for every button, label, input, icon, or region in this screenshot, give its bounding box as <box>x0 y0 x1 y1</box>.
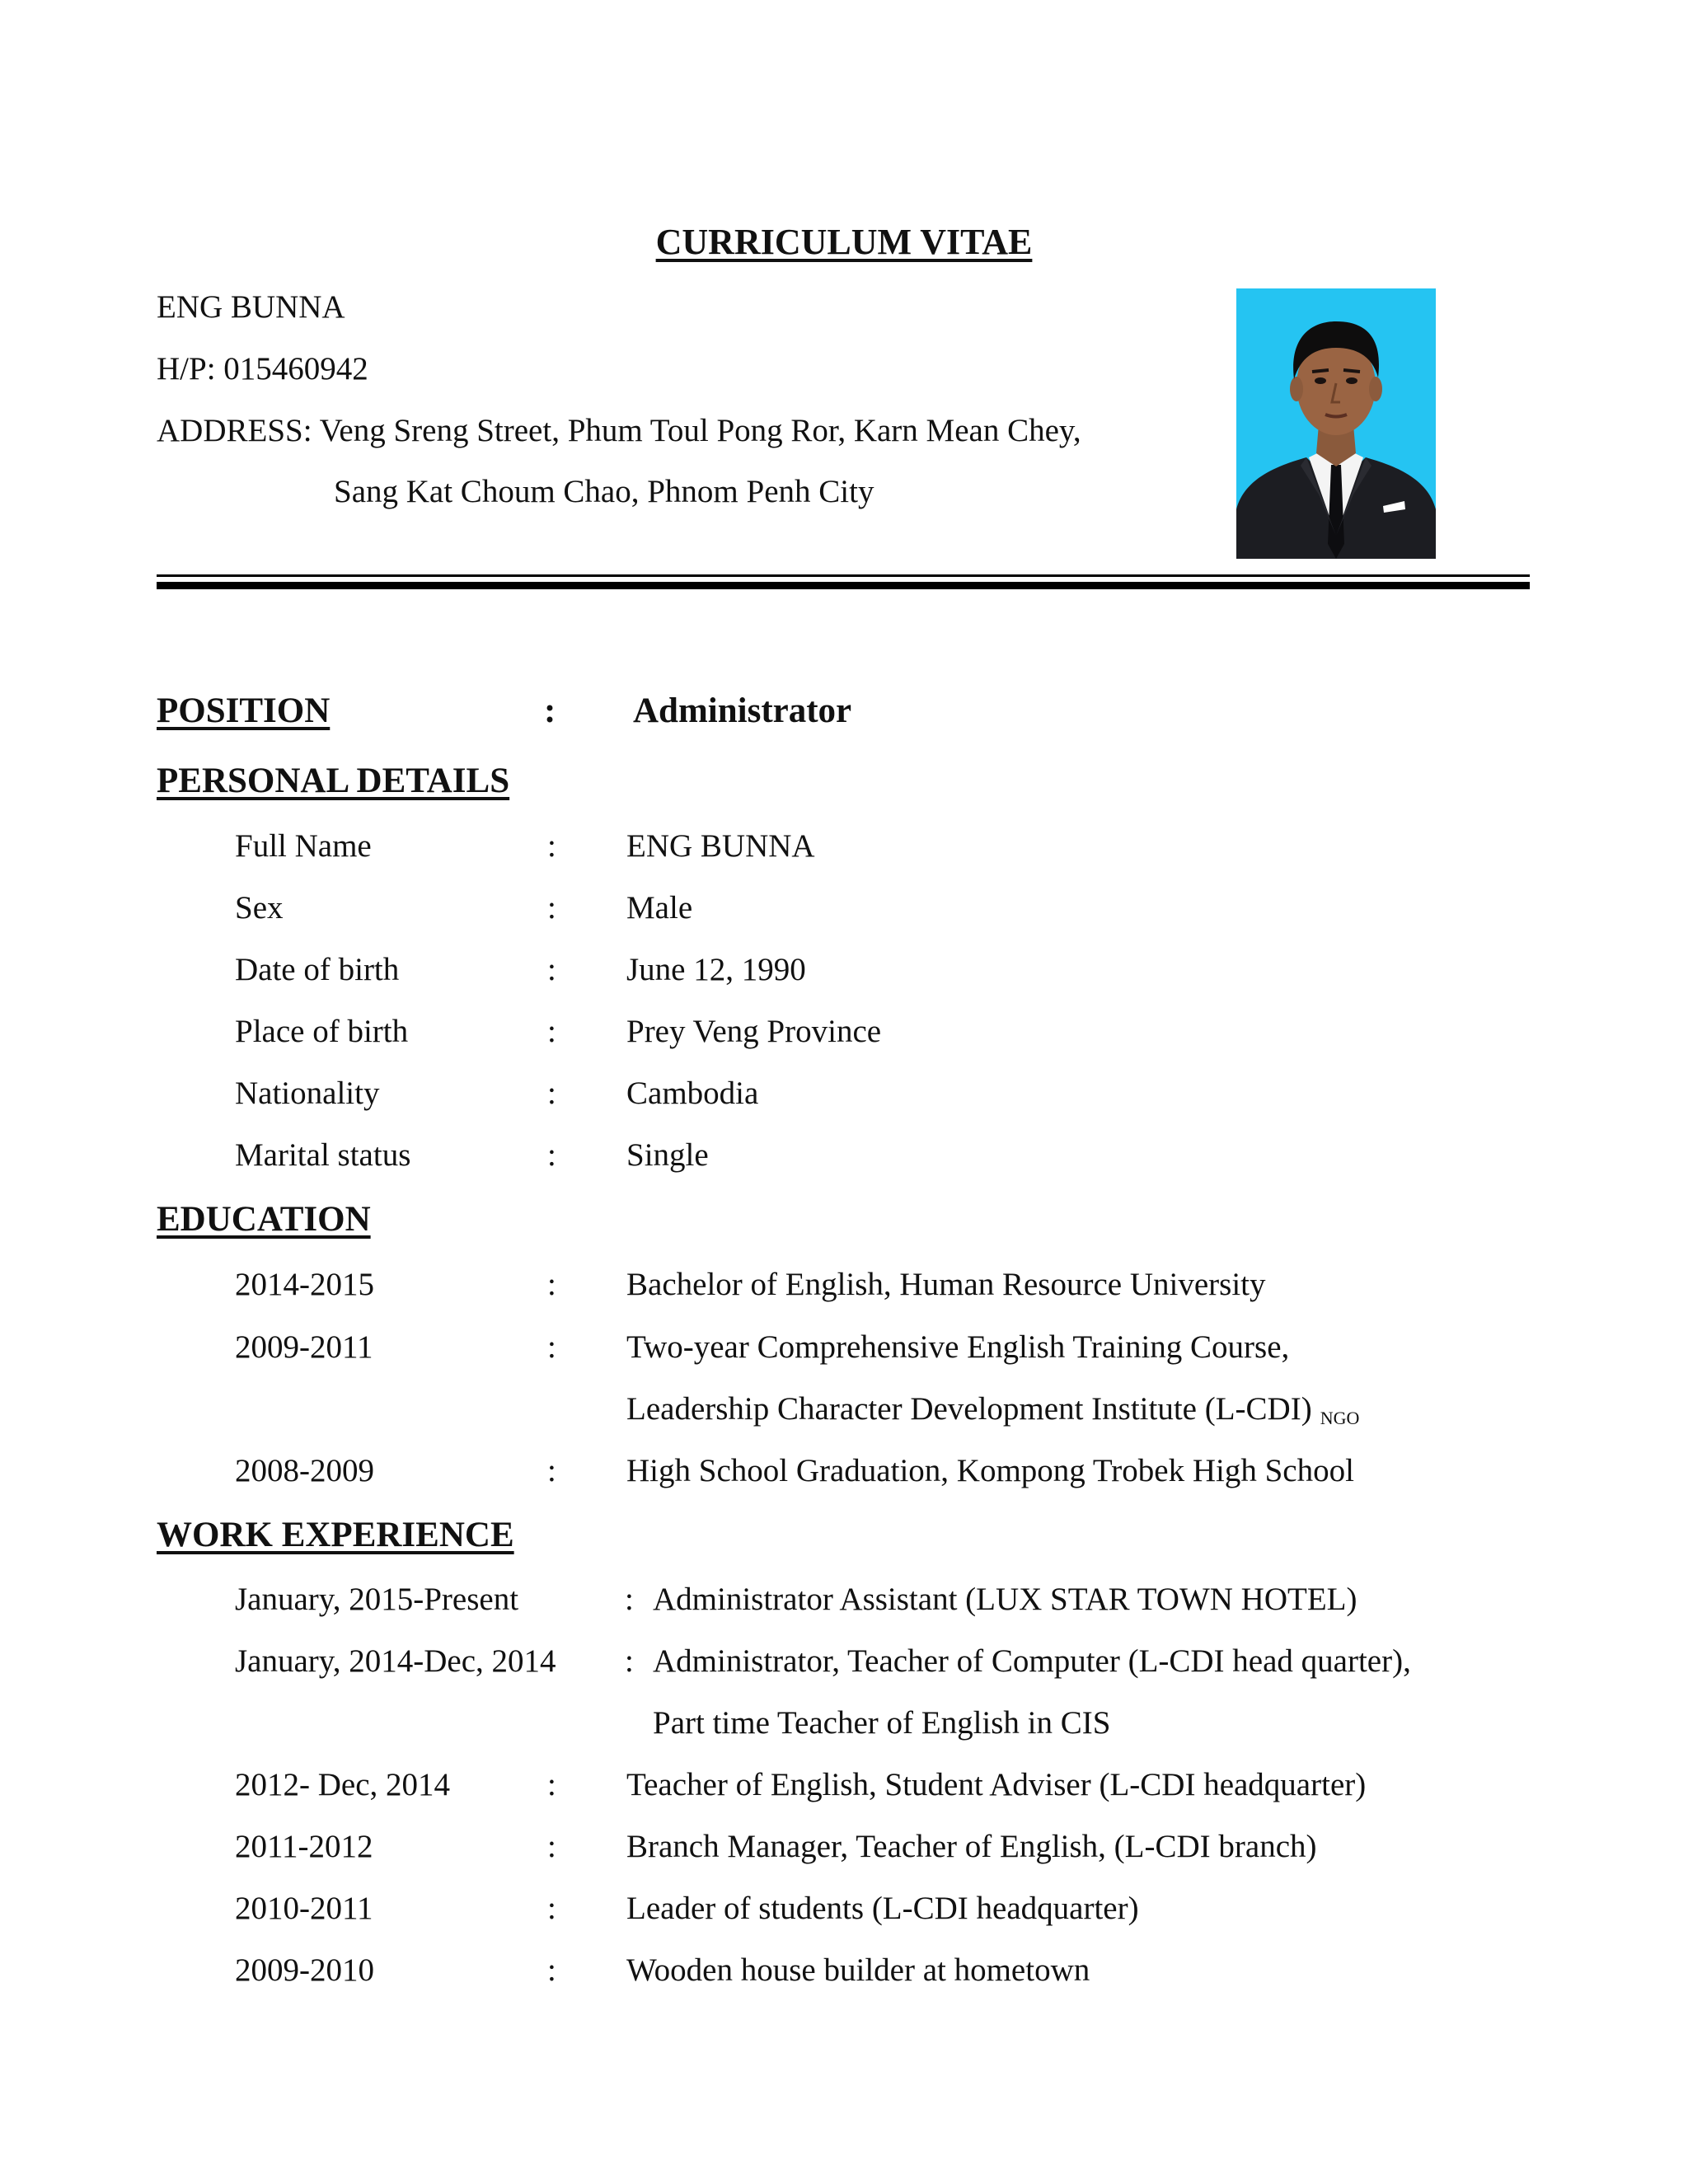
row-label: 2012- Dec, 2014 <box>235 1767 451 1802</box>
row-label: Sex <box>235 890 284 926</box>
row-value: Cambodia <box>626 1076 759 1111</box>
row-label: 2010-2011 <box>235 1891 373 1926</box>
profile-photo <box>1236 288 1436 559</box>
personal-details-heading: PERSONAL DETAILS <box>157 762 510 800</box>
row-value: Branch Manager, Teacher of English, (L-CDI branch) <box>626 1829 1317 1864</box>
row-label: January, 2014-Dec, 2014 <box>235 1643 556 1679</box>
row-label: Marital status <box>235 1137 411 1173</box>
row-label: Full Name <box>235 828 372 864</box>
row-colon: : <box>547 952 556 987</box>
row-colon: : <box>547 1829 556 1864</box>
row-value: ENG BUNNA <box>626 828 815 864</box>
row-colon: : <box>547 1014 556 1049</box>
row-value: June 12, 1990 <box>626 952 806 987</box>
work-experience-heading: WORK EXPERIENCE <box>157 1516 514 1554</box>
address-line-1: ADDRESS: Veng Sreng Street, Phum Toul Pong Ror, Karn Mean Chey, <box>157 413 1081 448</box>
row-label: 2009-2010 <box>235 1952 374 1988</box>
row-value <box>626 1390 1359 1429</box>
applicant-name: ENG BUNNA <box>157 289 345 325</box>
row-value: Wooden house builder at hometown <box>626 1952 1090 1988</box>
row-label: Date of birth <box>235 952 400 987</box>
education-heading: EDUCATION <box>157 1200 371 1239</box>
row-value: Bachelor of English, Human Resource University <box>626 1267 1266 1302</box>
row-value: Leader of students (L-CDI headquarter) <box>626 1891 1139 1926</box>
row-value-text: Leadership Character Development Institute (L-CDI) <box>626 1391 1312 1427</box>
row-value: Male <box>626 890 693 926</box>
row-value: Part time Teacher of English in CIS <box>653 1705 1111 1741</box>
position-colon: : <box>544 691 556 730</box>
row-colon: : <box>547 890 556 926</box>
phone-number: H/P: 015460942 <box>157 351 368 387</box>
row-label: 2009-2011 <box>235 1329 373 1365</box>
row-colon: : <box>625 1643 634 1679</box>
row-colon: : <box>547 1076 556 1111</box>
row-value: Prey Veng Province <box>626 1014 882 1049</box>
row-value: Two-year Comprehensive English Training Course, <box>626 1329 1290 1365</box>
row-value: Administrator, Teacher of Computer (L-CDI head quarter), <box>653 1643 1411 1679</box>
row-value: Administrator Assistant (LUX STAR TOWN HOTEL) <box>653 1582 1357 1617</box>
row-value: High School Graduation, Kompong Trobek High School <box>626 1453 1354 1488</box>
row-colon: : <box>547 1952 556 1988</box>
row-value: Teacher of English, Student Adviser (L-CDI headquarter) <box>626 1767 1367 1802</box>
ngo-suffix: NGO <box>1320 1408 1360 1428</box>
document-title: CURRICULUM VITAE <box>655 222 1033 262</box>
row-label: January, 2015-Present <box>235 1582 519 1617</box>
row-colon: : <box>547 1767 556 1802</box>
row-colon: : <box>547 1453 556 1488</box>
row-label: Nationality <box>235 1076 380 1111</box>
header-divider-thick <box>157 582 1530 589</box>
header-divider-thin <box>157 574 1530 577</box>
row-label: Place of birth <box>235 1014 409 1049</box>
row-colon: : <box>547 828 556 864</box>
row-value: Single <box>626 1137 709 1173</box>
row-colon: : <box>547 1329 556 1365</box>
row-label: 2011-2012 <box>235 1829 373 1864</box>
row-colon: : <box>547 1137 556 1173</box>
row-label: 2008-2009 <box>235 1453 374 1488</box>
row-colon: : <box>547 1891 556 1926</box>
row-colon: : <box>625 1582 634 1617</box>
portrait-image <box>1236 288 1436 559</box>
position-value: Administrator <box>633 691 852 730</box>
address-line-2: Sang Kat Choum Chao, Phnom Penh City <box>334 474 874 509</box>
row-label: 2014-2015 <box>235 1267 374 1302</box>
row-colon: : <box>547 1267 556 1302</box>
position-heading: POSITION <box>157 691 331 730</box>
